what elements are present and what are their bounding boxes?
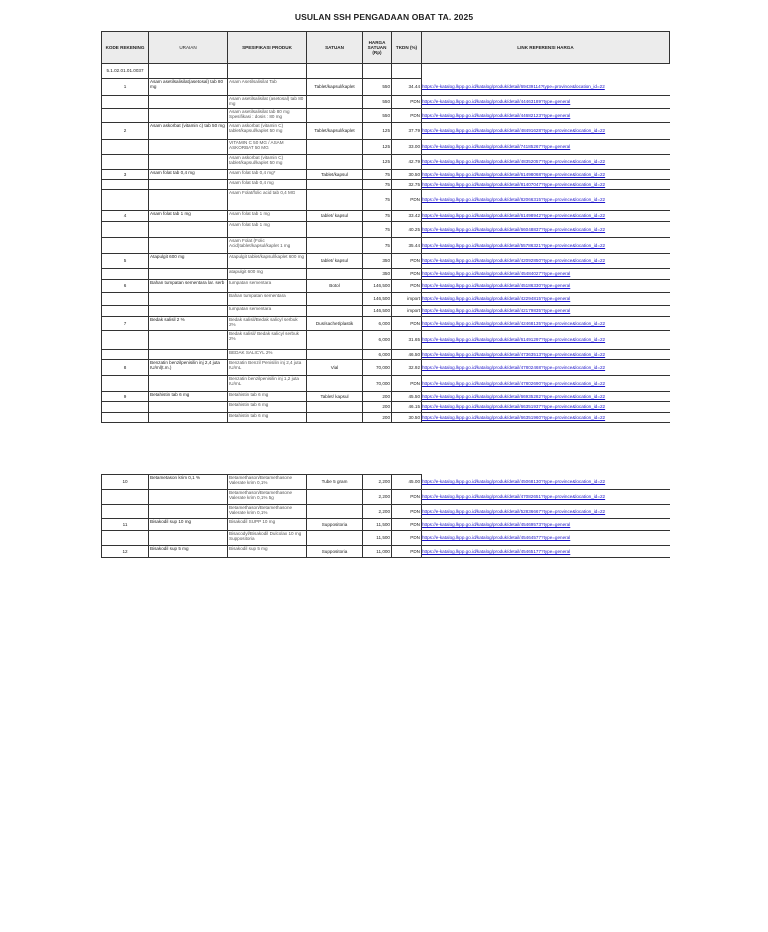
table-row [102,123,670,140]
reference-link[interactable]: https://e-katalog.lkpp.go.id/katalog/produk/detail/81407047?type=province&location_id=22 [422,181,606,187]
item-uraian [149,376,228,392]
item-number [102,180,149,190]
item-spesifikasi: Asam Folat (Folic Acid)tablet/kapsul/kaplet 1 mg [228,238,307,254]
item-number [102,531,149,546]
reference-link[interactable]: https://e-katalog.lkpp.go.id/katalog/produk/detail/47802468?type=province&location_id=22 [422,364,606,370]
reference-link[interactable]: https://e-katalog.lkpp.go.id/katalog/produk/detail/47802690?type=province&location_id=22 [422,380,606,386]
item-harga: 75 [363,170,392,180]
item-harga: 75 [363,180,392,190]
item-link-cell [422,211,670,222]
item-tkdn: 34.44 [392,79,422,96]
item-satuan: Tablet/kapsul/kaplet [307,123,363,140]
item-uraian: Betametason krim 0,1 % [149,475,228,490]
item-link-cell [422,376,670,392]
table-row [102,293,670,306]
page-title: USULAN SSH PENGADAAN OBAT TA. 2025 [294,12,474,22]
item-satuan: Dus/sachet/plastik [307,317,363,331]
item-satuan: Tube 5 gram [307,475,363,490]
reference-link[interactable]: https://e-katalog.lkpp.go.id/katalog/produk/detail/44463189?type=general [422,99,571,104]
item-link-cell [422,109,670,123]
item-satuan [307,293,363,306]
item-satuan [307,402,363,413]
item-number [102,96,149,109]
item-spesifikasi: Bahan tumpatan sementara [228,293,307,306]
item-harga: 75 [363,222,392,238]
item-link-cell [422,413,670,423]
item-spesifikasi: Asam folat tab 1 mg [228,222,307,238]
item-link-cell [422,546,670,558]
reference-link[interactable]: https://e-katalog.lkpp.go.id/katalog/produk/detail/61498068?type=province&location_id=22 [422,171,606,177]
item-link-cell [422,170,670,180]
item-tkdn: PDN [392,269,422,280]
item-satuan [307,238,363,254]
header-spesifikasi: SPESIFIKASI PRODUK [228,32,307,64]
item-tkdn: 46.15 [392,402,422,413]
item-harga: 125 [363,140,392,155]
item-tkdn: PDN [392,317,422,331]
reference-link[interactable]: https://e-katalog.lkpp.go.id/katalog/produk/detail/45484027?type=general [422,271,571,276]
item-uraian [149,402,228,413]
reference-link[interactable]: https://e-katalog.lkpp.go.id/katalog/produk/detail/45464577?type=general [422,535,571,540]
item-tkdn: 35.44 [392,238,422,254]
item-number [102,306,149,317]
item-link-cell [422,280,670,293]
item-link-cell [422,306,670,317]
item-number: 3 [102,170,149,180]
item-number [102,413,149,423]
item-uraian: Asam askorbat (vitamin c) tab 50 mg [149,123,228,140]
item-uraian [149,490,228,505]
item-spesifikasi: Asam asetilsalisilat tab 80 mg Spesifikasi : dosis : 80 mg [228,109,307,123]
item-tkdn: 31.65 [392,331,422,350]
item-spesifikasi: Asam folat tab 1 mg [228,211,307,222]
table-row [102,392,670,402]
table-row [102,96,670,109]
reference-link[interactable]: https://e-katalog.lkpp.go.id/katalog/produk/detail/66351937?type=province&location_id=22 [422,404,606,409]
header-uraian: URAIAN [149,32,228,64]
item-harga: 11,000 [363,546,392,558]
item-link-cell [422,360,670,376]
item-uraian: Bisakodil sup 5 mg [149,546,228,558]
item-tkdn: 32.92 [392,360,422,376]
item-tkdn: 40.25 [392,222,422,238]
table-row [102,331,670,350]
item-spesifikasi: Asam asetilsalisilat (asetosal) tab 80 mg [228,96,307,109]
reference-link[interactable]: https://e-katalog.lkpp.go.id/katalog/produk/detail/48491628?type=province&location_id=22 [422,128,606,133]
reference-link[interactable]: https://e-katalog.lkpp.go.id/katalog/produk/detail/47363513?type=province&location_id=22 [422,351,606,357]
item-satuan: Tablet/ kapsul [307,392,363,402]
table-row [102,317,670,331]
item-satuan [307,140,363,155]
table-row [102,546,670,558]
item-number [102,376,149,392]
table-row [102,531,670,546]
item-tkdn: import [392,293,422,306]
reference-link[interactable]: https://e-katalog.lkpp.go.id/katalog/produk/detail/47082651?type=province&location_id=22 [422,494,606,499]
item-harga: 350 [363,254,392,269]
item-harga: 75 [363,211,392,222]
item-number: 12 [102,546,149,558]
item-harga: 200 [363,402,392,413]
item-satuan [307,222,363,238]
item-satuan: Botol [307,280,363,293]
item-spesifikasi: Asam folat tab 0,4 mg [228,180,307,190]
item-spesifikasi: Betahistin tab 6 mg [228,413,307,423]
item-tkdn: import [392,306,422,317]
item-harga: 6,000 [363,331,392,350]
item-number: 4 [102,211,149,222]
item-uraian: Betahistin tab 6 mg [149,392,228,402]
item-satuan: Suppositoria [307,546,363,558]
item-link-cell [422,79,670,96]
reference-link[interactable]: https://e-katalog.lkpp.go.id/katalog/produk/detail/42468135?type=province&location_id=22 [422,320,606,326]
table-row [102,360,670,376]
table-row [102,376,670,392]
item-tkdn: PDN [392,546,422,558]
item-spesifikasi: Benzatin benzilpenisilin inj 1,2 juta IU/mL [228,376,307,392]
item-number: 10 [102,475,149,490]
item-link-cell [422,140,670,155]
item-tkdn: PDN [392,531,422,546]
item-number: 7 [102,317,149,331]
item-satuan [307,505,363,519]
item-satuan [307,109,363,123]
item-uraian: Asam folat tab 0,4 mg [149,170,228,180]
item-spesifikasi: Bisacodyl/Bisakodil Dulcolax 10 mg Suppositoria [228,531,307,546]
item-harga: 146,500 [363,293,392,306]
item-tkdn: PDN [392,505,422,519]
item-spesifikasi: Betamethason/Betamethasone Valerate krim 0,1% [228,475,307,490]
item-satuan [307,490,363,505]
item-link-cell [422,531,670,546]
kode-rekening-row [102,64,670,79]
item-satuan: Tablet/kapsul [307,170,363,180]
item-link-cell [422,490,670,505]
reference-link[interactable]: https://e-katalog.lkpp.go.id/katalog/produk/detail/42179835?type=general [422,308,571,313]
item-number [102,293,149,306]
item-number [102,269,149,280]
table-row [102,211,670,222]
table-row [102,280,670,293]
item-tkdn: PDN [392,376,422,392]
reference-link[interactable]: https://e-katalog.lkpp.go.id/katalog/produk/detail/45068130?type=province&location_id=22 [422,478,606,484]
item-spesifikasi: Betahistin tab 6 mg [228,392,307,402]
item-harga: 200 [363,392,392,402]
item-number [102,505,149,519]
item-link-cell [422,402,670,413]
item-harga: 2,200 [363,505,392,519]
item-link-cell [422,238,670,254]
item-tkdn: 33.00 [392,140,422,155]
item-tkdn: PDN [392,96,422,109]
table-row [102,350,670,360]
item-tkdn: 37.79 [392,123,422,140]
header-tkdn: TKDN (%) [392,32,422,64]
item-tkdn: 42.79 [392,155,422,170]
item-harga: 2,200 [363,475,392,490]
header-harga: HARGA SATUAN (Rp) [363,32,392,64]
item-satuan: tablet/ kapsul [307,254,363,269]
item-spesifikasi: Bisakodil sup 5 mg [228,546,307,558]
item-link-cell [422,505,670,519]
item-uraian [149,140,228,155]
item-uraian [149,238,228,254]
item-link-cell [422,180,670,190]
item-tkdn: PDN [392,254,422,269]
item-satuan [307,269,363,280]
item-spesifikasi: Asam folat tab 0,4 mg* [228,170,307,180]
item-link-cell [422,350,670,360]
item-spesifikasi: Asam askorbat (vitamin C) tablet/kapsul/kaplet 50 mg [228,155,307,170]
item-number [102,155,149,170]
item-spesifikasi: VITAMIN C 50 MG / ASAM ASKORBAT 50 MG [228,140,307,155]
table-row [102,170,670,180]
item-uraian [149,331,228,350]
table-header-row [102,32,670,64]
item-spesifikasi: Betamethason/Betamethasone Valerate krim 0,1% [228,505,307,519]
item-spesifikasi: Betahistin tab 6 mg [228,402,307,413]
item-tkdn: 46.50 [392,350,422,360]
item-link-cell [422,317,670,331]
item-tkdn: PDN [392,490,422,505]
item-uraian: Atapulgit 600 mg [149,254,228,269]
item-number: 11 [102,519,149,531]
item-uraian [149,413,228,423]
reference-link[interactable]: https://e-katalog.lkpp.go.id/katalog/produk/detail/82066315?type=province&location_id=22 [422,197,606,202]
item-uraian: Asam folat tab 1 mg [149,211,228,222]
reference-link[interactable]: https://e-katalog.lkpp.go.id/katalog/produk/detail/61498942?type=province&location_id=22 [422,213,606,218]
table-row [102,238,670,254]
item-spesifikasi: Betamethason/Betamethasone Valerate krim 0,1% 5g [228,490,307,505]
item-uraian: Asam asetilsalisilat(asetosal) tab 80 mg [149,79,228,96]
item-harga: 70,000 [363,376,392,392]
price-table-main [101,31,670,423]
item-spesifikasi: Atapulgit tablet/kapsul/kaplet 600 mg [228,254,307,269]
reference-link[interactable]: https://e-katalog.lkpp.go.id/katalog/produk/detail/45186330?type=general [422,283,571,288]
item-harga: 550 [363,96,392,109]
item-spesifikasi: tumpatan sementara [228,280,307,293]
reference-link[interactable]: https://e-katalog.lkpp.go.id/katalog/produk/detail/45469573?type=general [422,521,571,527]
item-tkdn: PDN [392,190,422,211]
table-row [102,402,670,413]
table-row [102,180,670,190]
table-row [102,140,670,155]
item-uraian [149,109,228,123]
item-uraian [149,190,228,211]
item-satuan: Suppositoria [307,519,363,531]
table-row [102,269,670,280]
item-harga: 75 [363,190,392,211]
item-uraian [149,180,228,190]
item-spesifikasi: Asam Folat/folic acid tab 0,4 MG [228,190,307,211]
reference-link[interactable]: https://e-katalog.lkpp.go.id/katalog/produk/detail/66935282?type=province&location_id=22 [422,393,606,399]
item-number [102,402,149,413]
item-uraian [149,222,228,238]
item-tkdn: PDN [392,109,422,123]
item-satuan [307,155,363,170]
item-satuan [307,531,363,546]
item-harga: 6,000 [363,350,392,360]
item-tkdn: 30.50 [392,170,422,180]
item-number [102,490,149,505]
item-satuan: tablet/ kapsul [307,211,363,222]
item-uraian [149,293,228,306]
item-link-cell [422,190,670,211]
item-link-cell [422,392,670,402]
item-link-cell [422,293,670,306]
item-harga: 11,500 [363,531,392,546]
item-number [102,140,149,155]
table-row [102,475,670,490]
item-satuan: Tablet/kapsul/kaplet [307,79,363,96]
item-harga: 125 [363,123,392,140]
item-harga: 350 [363,269,392,280]
item-uraian [149,269,228,280]
item-uraian [149,96,228,109]
item-number [102,222,149,238]
item-link-cell [422,331,670,350]
item-satuan [307,376,363,392]
item-uraian [149,531,228,546]
item-tkdn: 32.75 [392,180,422,190]
header-kode-rekening: KODE REKENING [102,32,149,64]
table-row [102,519,670,531]
item-number [102,350,149,360]
reference-link[interactable]: https://e-katalog.lkpp.go.id/katalog/produk/detail/55786321?type=province&location_id=22 [422,242,606,248]
table-row [102,155,670,170]
item-spesifikasi: Benzatin Benzil Penisilin inj 2,4 juta IU/mL [228,360,307,376]
table-row [102,109,670,123]
item-satuan [307,190,363,211]
item-harga: 2,200 [363,490,392,505]
item-satuan: Vial [307,360,363,376]
item-number: 2 [102,123,149,140]
item-number: 6 [102,280,149,293]
item-uraian [149,350,228,360]
table-row [102,222,670,238]
item-harga: 125 [363,155,392,170]
price-table-continued [101,474,670,558]
table-row [102,254,670,269]
item-harga: 75 [363,238,392,254]
reference-link[interactable]: https://e-katalog.lkpp.go.id/katalog/produk/detail/42092850?type=province&location_id=22 [422,258,606,263]
item-uraian [149,155,228,170]
item-link-cell [422,269,670,280]
item-link-cell [422,96,670,109]
item-satuan [307,350,363,360]
item-satuan [307,331,363,350]
item-harga: 550 [363,79,392,96]
item-uraian: Bahan tumpatan sementara lar. serb [149,280,228,293]
table-row [102,505,670,519]
item-satuan [307,180,363,190]
item-link-cell [422,254,670,269]
reference-link[interactable]: https://e-katalog.lkpp.go.id/katalog/produk/detail/61491297?type=province&location_id=22 [422,337,606,342]
reference-link[interactable]: https://e-katalog.lkpp.go.id/katalog/produk/detail/48352057?type=province&location_id=22 [422,159,606,164]
item-tkdn: 30.50 [392,413,422,423]
item-number: 1 [102,79,149,96]
header-link: LINK REFERENSI HARGA [422,32,670,64]
table-row [102,79,670,96]
item-tkdn: 45.50 [392,392,422,402]
table-row [102,413,670,423]
item-uraian: Bedak salisil 2 % [149,317,228,331]
item-number [102,190,149,211]
item-tkdn: PDN [392,280,422,293]
item-spesifikasi: BEDAK SALICYL 2% [228,350,307,360]
header-satuan: SATUAN [307,32,363,64]
item-harga: 146,500 [363,280,392,293]
reference-link[interactable]: https://e-katalog.lkpp.go.id/katalog/produk/detail/69439114?type=province&location_id=22 [422,83,605,89]
item-tkdn: 45.00 [392,475,422,490]
item-tkdn: 33.42 [392,211,422,222]
item-tkdn: PDN [392,519,422,531]
item-uraian: Bisakodil sup 10 mg [149,519,228,531]
item-link-cell [422,155,670,170]
reference-link[interactable]: https://e-katalog.lkpp.go.id/katalog/produk/detail/42294815?type=general [422,296,571,301]
item-spesifikasi: Bedak salisil/ Bedak salicyl serbuk 2% [228,331,307,350]
reference-link[interactable]: https://e-katalog.lkpp.go.id/katalog/produk/detail/66351960?type=province&location_id=22 [422,414,606,420]
reference-link[interactable]: https://e-katalog.lkpp.go.id/katalog/produk/detail/45465177?type=general [422,548,571,554]
item-harga: 6,000 [363,317,392,331]
item-number [102,238,149,254]
table-row [102,190,670,211]
item-harga: 146,500 [363,306,392,317]
table-row [102,490,670,505]
item-number: 5 [102,254,149,269]
reference-link[interactable]: https://e-katalog.lkpp.go.id/katalog/produk/detail/66048837?type=province&location_id=22 [422,226,606,232]
item-harga: 200 [363,413,392,423]
item-uraian [149,505,228,519]
item-link-cell [422,222,670,238]
item-harga: 11,500 [363,519,392,531]
item-satuan [307,413,363,423]
item-harga: 70,000 [363,360,392,376]
item-harga: 550 [363,109,392,123]
reference-link[interactable]: https://e-katalog.lkpp.go.id/katalog/produk/detail/44682123?type=general [422,112,571,118]
item-number: 9 [102,392,149,402]
kode-rekening-value: 5.1.02.01.01.0037 [102,64,149,79]
reference-link[interactable]: https://e-katalog.lkpp.go.id/katalog/produk/detail/74185267?type=general [422,144,571,149]
item-spesifikasi: Asam askorbat (vitamin C) tablet/kapsul/kaplet 50 mg [228,123,307,140]
item-spesifikasi: Asam Asetilsalisilat Tab [228,79,307,96]
item-satuan [307,96,363,109]
item-spesifikasi: Bisakodil SUPP 10 mg [228,519,307,531]
item-spesifikasi: tumpatan sementara [228,306,307,317]
item-uraian: Benzatin benzilpenisilin inj 2,4 juta IU/ml(t.m.) [149,360,228,376]
item-spesifikasi: atapulgit 600 mg [228,269,307,280]
table-row [102,306,670,317]
item-uraian [149,306,228,317]
item-satuan [307,306,363,317]
item-link-cell [422,123,670,140]
item-number [102,331,149,350]
item-number: 8 [102,360,149,376]
reference-link[interactable]: https://e-katalog.lkpp.go.id/katalog/produk/detail/52836667?type=province&location_id=22 [422,508,606,514]
item-number [102,109,149,123]
item-spesifikasi: Bedak salisil/Bedak salicyl serbuk 2% [228,317,307,331]
item-link-cell [422,475,670,490]
item-link-cell [422,519,670,531]
